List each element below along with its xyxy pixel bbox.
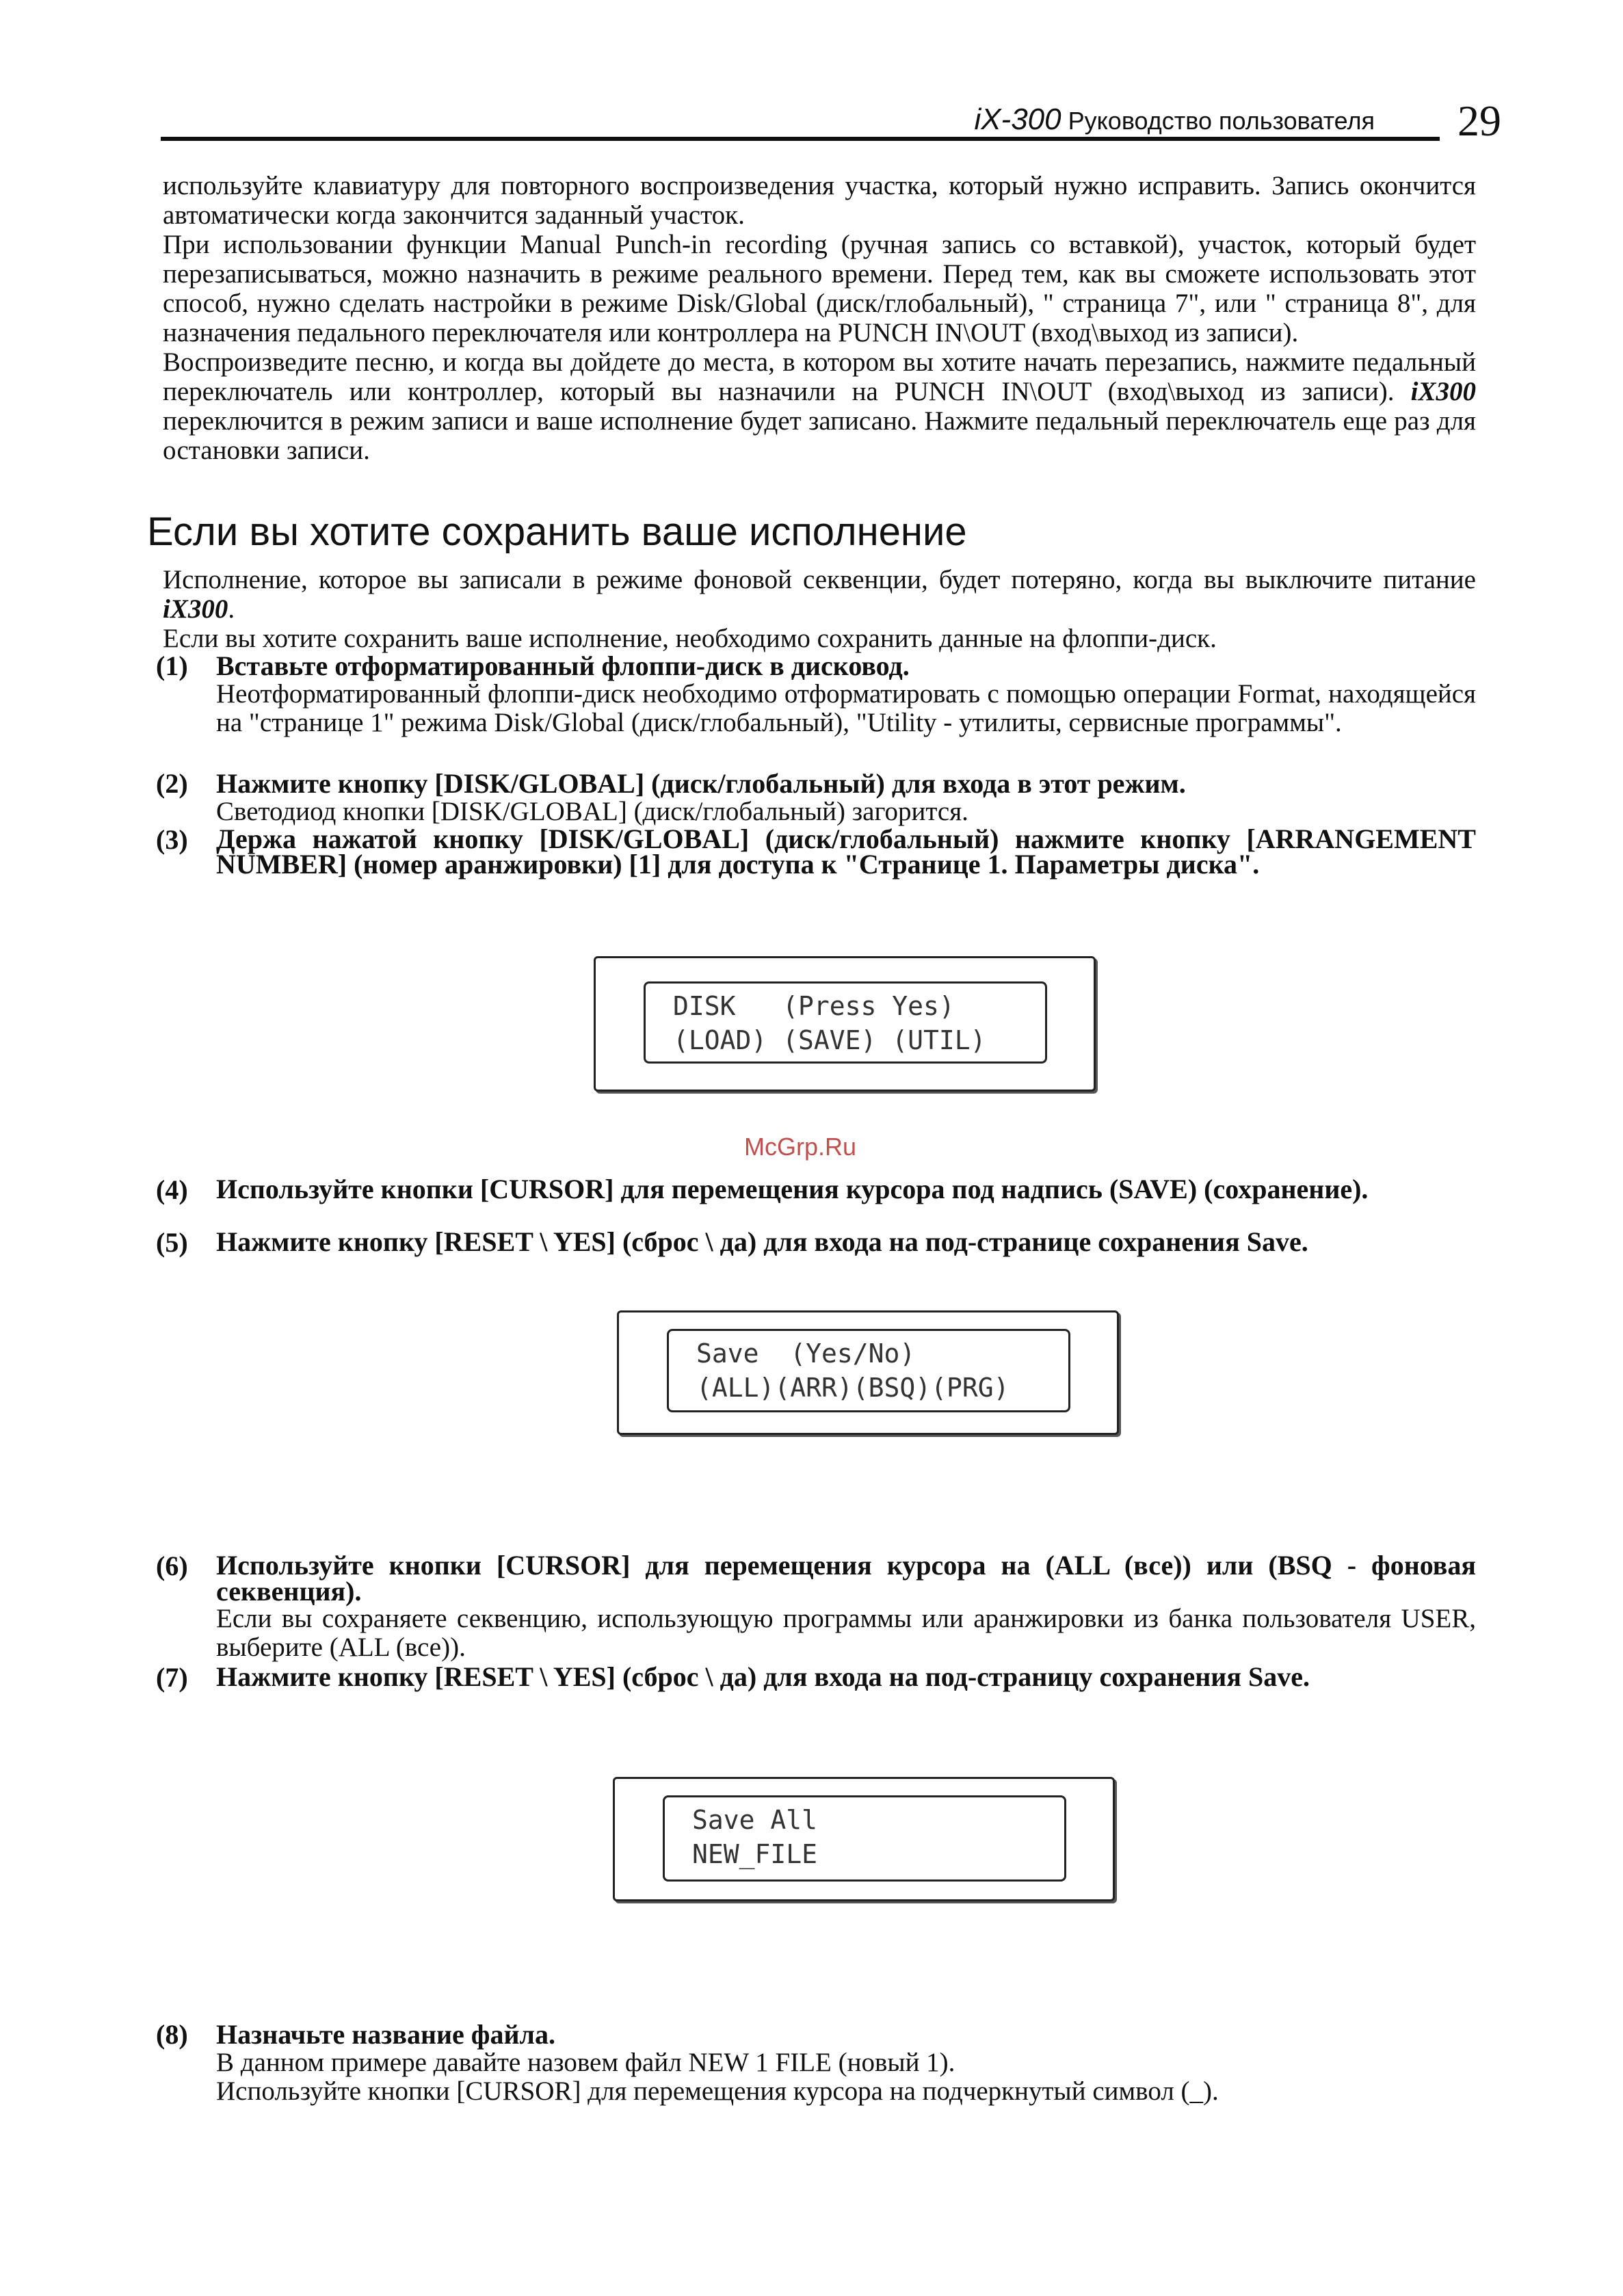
step-number: (3) <box>156 824 188 855</box>
lcd-line-2: (ALL)(ARR)(BSQ)(PRG) <box>696 1373 1010 1403</box>
step-text: Если вы сохраняете секвенцию, использующую программы или аранжировки из банка пользователя USER, выберите (ALL (все)). <box>216 1604 1476 1662</box>
step-5 <box>156 1226 1476 1258</box>
page-header <box>161 94 1501 144</box>
lcd-screen <box>667 1329 1070 1412</box>
step-number: (1) <box>156 650 188 681</box>
step-3 <box>156 823 1476 880</box>
step-2 <box>156 770 1476 826</box>
header-manual-title: Руководство пользователя <box>1068 107 1375 135</box>
model-name: iX300 <box>1410 377 1476 406</box>
lcd-line-1: DISK (Press Yes) <box>673 991 955 1021</box>
section-intro <box>163 565 1476 653</box>
step-title: Используйте кнопки [CURSOR] для перемещения курсора под надпись (SAVE) (сохранение). <box>216 1174 1369 1204</box>
section-paragraph-1: Исполнение, которое вы записали в режиме фоновой секвенции, будет потеряно, когда вы выключите питание iX300. <box>163 565 1476 624</box>
step-number: (7) <box>156 1662 188 1693</box>
header-rule <box>161 137 1440 141</box>
lcd-line-1: Save All <box>692 1805 818 1835</box>
section-title: Если вы хотите сохранить ваше исполнение <box>147 510 967 554</box>
step-text: Неотформатированный флоппи-диск необходимо отформатировать с помощью операции Format, находящейся на "странице 1" режима Disk/Global (диск/глобальный), "Utility - утилиты, сервисные программы". <box>216 679 1476 737</box>
lcd-screen <box>663 1795 1066 1882</box>
intro-paragraph-3: Воспроизведите песню, и когда вы дойдете до места, в котором вы хотите начать перезапись, нажмите педальный переключатель или контроллер, который вы назначили на PUNCH IN\OUT (вход\выход из записи). iX300 переключится в режим записи и ваше исполнение будет записано. Нажмите педальный переключатель еще раз для остановки записи. <box>163 347 1476 465</box>
step-8 <box>156 2021 1476 2106</box>
lcd-display-save <box>617 1310 1119 1435</box>
intro-text <box>163 171 1476 465</box>
step-text: В данном примере давайте назовем файл NEW 1 FILE (новый 1). <box>216 2048 955 2077</box>
step-number: (2) <box>156 768 188 799</box>
header-model: iX-300 <box>974 103 1061 136</box>
step-title: Держа нажатой кнопку [DISK/GLOBAL] (диск/глобальный) нажмите кнопку [ARRANGEMENT NUMBER] (номер аранжировки) [1] для доступа к "Странице 1. Параметры диска". <box>216 823 1476 880</box>
page-number: 29 <box>1457 96 1501 145</box>
step-number: (8) <box>156 2019 188 2050</box>
lcd-screen <box>644 981 1047 1064</box>
intro-paragraph-2: При использовании функции Manual Punch-in recording (ручная запись со вставкой), участок, который будет перезаписываться, можно назначить в режиме реального времени. Перед тем, как вы сможете использовать этот способ, нужно сделать настройки в режиме Disk/Global (диск/глобальный), " страница 7", или " страница 8", для назначения педального переключателя или контроллера на PUNCH IN\OUT (вход\выход из записи). <box>163 230 1476 347</box>
model-name: iX300 <box>163 594 228 624</box>
lcd-display-save-all <box>613 1777 1115 1901</box>
step-title: Назначьте название файла. <box>216 2019 555 2050</box>
lcd-display-disk <box>594 956 1096 1092</box>
lcd-line-1: Save (Yes/No) <box>696 1338 916 1369</box>
step-title: Нажмите кнопку [DISK/GLOBAL] (диск/глобальный) для входа в этот режим. <box>216 768 1186 799</box>
watermark: McGrp.Ru <box>744 1133 857 1161</box>
lcd-line-2: (LOAD) (SAVE) (UTIL) <box>673 1025 986 1055</box>
step-4 <box>156 1174 1476 1205</box>
step-number: (4) <box>156 1174 188 1205</box>
header-title <box>974 103 1375 137</box>
step-title: Вставьте отформатированный флоппи-диск в дисковод. <box>216 650 910 681</box>
step-number: (5) <box>156 1227 188 1258</box>
step-number: (6) <box>156 1551 188 1581</box>
step-text-2: Используйте кнопки [CURSOR] для перемещения курсора на подчеркнутый символ (_). <box>216 2076 1219 2106</box>
step-7 <box>156 1661 1476 1693</box>
step-1 <box>156 652 1476 737</box>
step-title: Используйте кнопки [CURSOR] для перемещения курсора на (ALL (все)) или (BSQ - фоновая секвенция). <box>216 1550 1476 1607</box>
section-paragraph-2: Если вы хотите сохранить ваше исполнение, необходимо сохранить данные на флоппи-диск. <box>163 624 1217 653</box>
lcd-line-2: NEW_FILE <box>692 1839 818 1869</box>
step-title: Нажмите кнопку [RESET \ YES] (сброс \ да) для входа на под-странице сохранения Save. <box>216 1226 1308 1257</box>
step-6 <box>156 1550 1476 1662</box>
step-text: Светодиод кнопки [DISK/GLOBAL] (диск/глобальный) загорится. <box>216 797 968 826</box>
step-title: Нажмите кнопку [RESET \ YES] (сброс \ да) для входа на под-страницу сохранения Save. <box>216 1661 1310 1692</box>
intro-paragraph-1: используйте клавиатуру для повторного воспроизведения участка, который нужно исправить. Запись окончится автоматически когда закончится заданный участок. <box>163 171 1476 230</box>
